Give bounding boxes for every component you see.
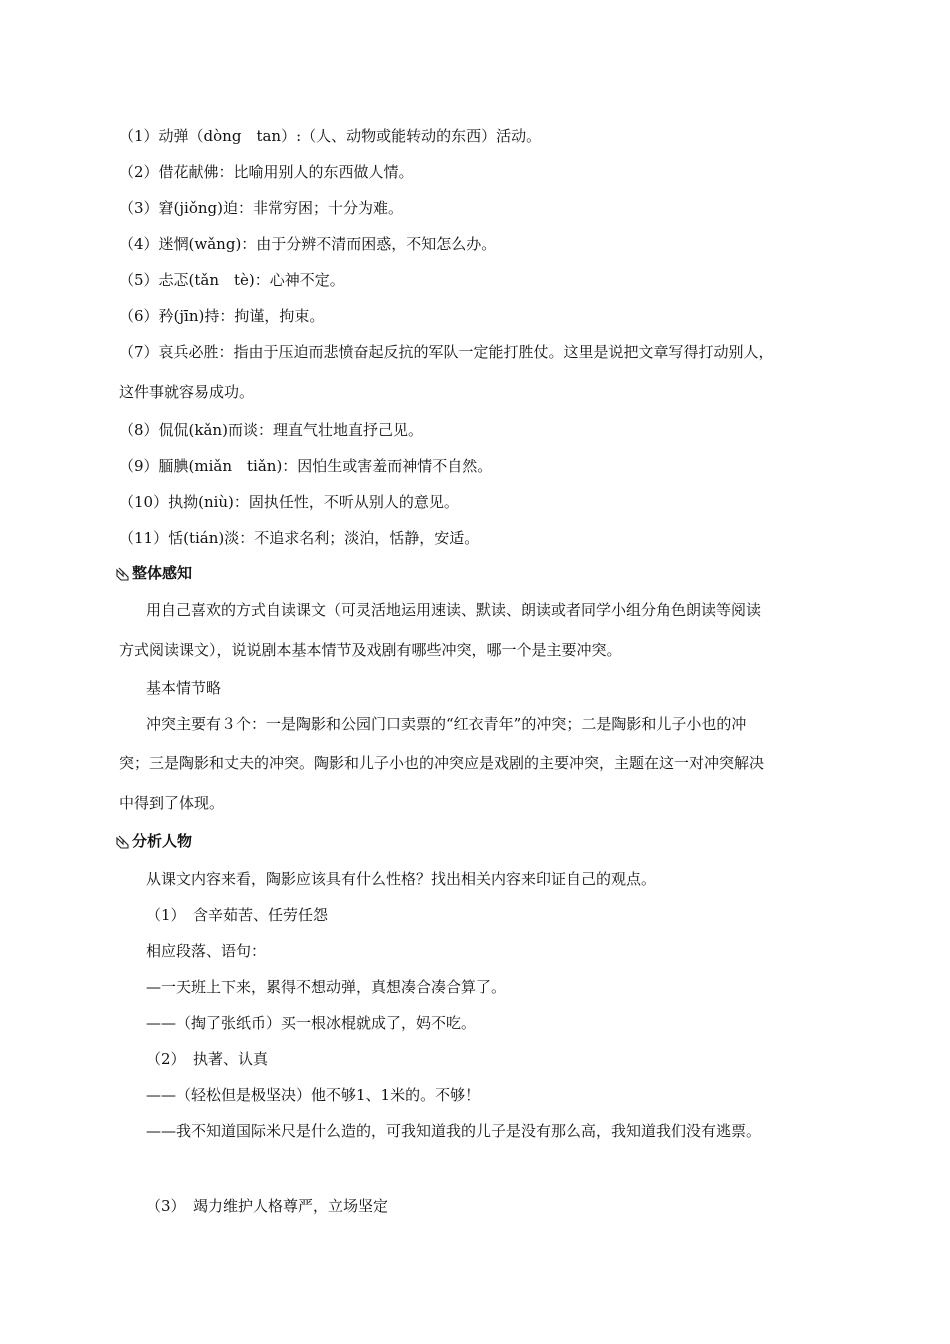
conflict-paragraph-line-3: 中得到了体现。 bbox=[119, 794, 225, 812]
hand-pointer-icon bbox=[116, 566, 130, 580]
quote-3: ——（轻松但是极坚决）他不够1、1米的。不够！ bbox=[146, 1086, 481, 1104]
vocab-item-11: （11）恬(tián)淡：不追求名利；淡泊，恬静，安适。 bbox=[119, 529, 480, 547]
quote-4: ——我不知道国际米尺是什么造的，可我知道我的儿子是没有那么高，我知道我们没有逃票。 bbox=[146, 1122, 762, 1140]
vocab-item-3: （3）窘(jiǒng)迫：非常穷困；十分为难。 bbox=[119, 199, 403, 217]
vocab-item-9: （9）腼腆(miǎn tiǎn)：因怕生或害羞而神情不自然。 bbox=[119, 457, 493, 475]
conflict-paragraph-line-1: 冲突主要有３个：一是陶影和公园门口卖票的“红衣青年”的冲突；二是陶影和儿子小也的冲 bbox=[146, 715, 747, 733]
quote-1: —一天班上下来，累得不想动弹，真想凑合凑合算了。 bbox=[146, 978, 507, 996]
vocab-item-4: （4）迷惘(wǎng)：由于分辨不清而困惑，不知怎么办。 bbox=[119, 235, 497, 253]
plot-note: 基本情节略 bbox=[146, 679, 222, 697]
vocab-item-7: （7）哀兵必胜：指由于压迫而悲愤奋起反抗的军队一定能打胜仗。这里是说把文章写得打动别人， bbox=[119, 343, 774, 361]
vocab-item-8: （8）侃侃(kǎn)而谈：理直气壮地直抒己见。 bbox=[119, 421, 423, 439]
trait-3: （3） 竭力维护人格尊严，立场坚定 bbox=[146, 1197, 389, 1215]
vocab-item-6: （6）矜(jīn)持：拘谨，拘束。 bbox=[119, 307, 325, 325]
vocab-item-10: （10）执拗(niù)：固执任性，不听从别人的意见。 bbox=[119, 493, 459, 511]
section-heading-text: 整体感知 bbox=[132, 564, 193, 582]
question-line: 从课文内容来看，陶影应该具有什么性格？找出相关内容来印证自己的观点。 bbox=[146, 870, 657, 888]
section-heading-overview bbox=[116, 563, 192, 583]
vocab-item-5: （5）忐忑(tǎn tè)：心神不定。 bbox=[119, 271, 345, 289]
quote-2: ——（掏了张纸币）买一根冰棍就成了，妈不吃。 bbox=[146, 1014, 477, 1032]
section-heading-text: 分析人物 bbox=[132, 832, 193, 850]
vocab-item-7-cont: 这件事就容易成功。 bbox=[119, 383, 255, 401]
trait-1: （1） 含辛茹苦、任劳任怨 bbox=[146, 906, 329, 924]
overview-paragraph-line-1: 用自己喜欢的方式自读课文（可灵活地运用速读、默读、朗读或者同学小组分角色朗读等阅读 bbox=[146, 601, 762, 619]
section-heading-characters bbox=[116, 831, 192, 851]
evidence-label: 相应段落、语句： bbox=[146, 942, 267, 960]
trait-2: （2） 执著、认真 bbox=[146, 1050, 269, 1068]
hand-pointer-icon bbox=[116, 834, 130, 848]
vocab-item-2: （2）借花献佛：比喻用别人的东西做人情。 bbox=[119, 163, 414, 181]
conflict-paragraph-line-2: 突；三是陶影和丈夫的冲突。陶影和儿子小也的冲突应是戏剧的主要冲突，主题在这一对冲突解决 bbox=[119, 754, 765, 772]
overview-paragraph-line-2: 方式阅读课文），说说剧本基本情节及戏剧有哪些冲突，哪一个是主要冲突。 bbox=[119, 641, 622, 659]
vocab-item-1: （1）动弹（dòng tan）:（人、动物或能转动的东西）活动。 bbox=[119, 127, 542, 145]
